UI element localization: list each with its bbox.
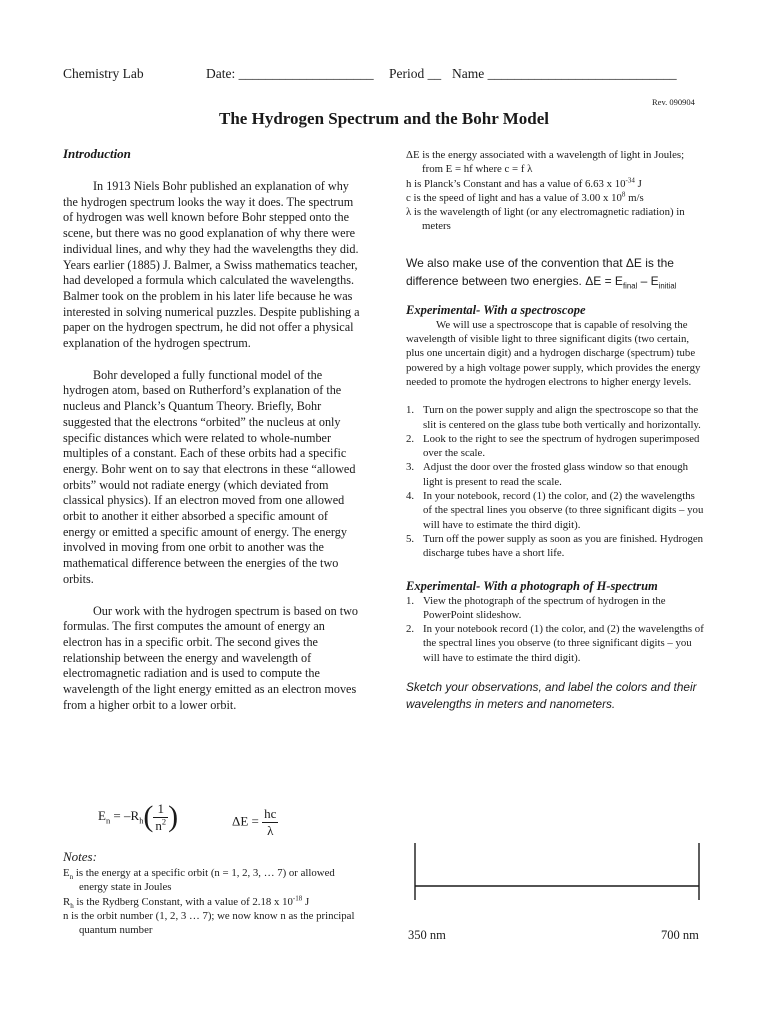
step-text: Adjust the door over the frosted glass window so that enough light is present to read the scale. [423, 461, 689, 488]
exp2-step-1 [406, 594, 706, 623]
left-column [63, 146, 361, 714]
exp1-step-3 [406, 460, 706, 489]
note-rydberg: $R_h$ is the Rydberg Constant, with a value of 2.18 x $10^{-18}$ J [63, 894, 310, 910]
step-number: 2. [406, 623, 415, 636]
planck-note: h is Planck’s Constant and has a value of 6.63 x $10^{-34}$ J [406, 176, 642, 190]
convention-text: We also make use of the convention that ΔE is the difference between two energies. $\Delta E = E_{final} - E_{initial}$ [406, 255, 677, 291]
step-text: Turn on the power supply and align the spectroscope so that the slit is centered on the glass tube both vertically and horizontally. [423, 404, 701, 431]
lambda-note: λ is the wavelength of light (or any electromagnetic radiation) in meters [406, 206, 685, 233]
exp1-step-5 [406, 532, 706, 561]
intro-heading: Introduction [63, 146, 131, 161]
step-number: 3. [406, 461, 415, 474]
exp1-step-2 [406, 432, 706, 461]
delta-e-formula: ΔE = $\frac{hc}{\lambda}$ [232, 806, 277, 838]
step-number: 1. [406, 594, 415, 607]
step-number: 1. [406, 404, 415, 417]
exp2-step-2 [406, 622, 706, 665]
step-number: 2. [406, 432, 415, 445]
lab-label: Chemistry Lab [63, 66, 144, 81]
scale-right-label: 700 nm [661, 928, 699, 942]
step-text: View the photograph of the spectrum of hydrogen in the PowerPoint slideshow. [423, 594, 666, 621]
name-field: Name ____________________________ [452, 66, 677, 81]
period-field: Period __ [389, 66, 442, 81]
wavelength-scale [406, 838, 716, 908]
notes-list [63, 866, 363, 937]
scale-left-label: 350 nm [408, 928, 446, 942]
exp1-heading: Experimental- With a spectroscope [406, 302, 586, 317]
revision-label: Rev. 090904 [652, 97, 695, 107]
delta-e-note: ΔE is the energy associated with a wavelength of light in Joules; from E = hf where c = f λ [406, 149, 685, 176]
notes-heading: Notes: [63, 849, 97, 864]
page-title: The Hydrogen Spectrum and the Bohr Model [219, 109, 549, 128]
exp1-steps [406, 403, 706, 560]
step-text: In your notebook, record (1) the color, and (2) the wavelengths of the spectral lines you observe (to three significant digits – you will have to estimate the third digit). [423, 490, 704, 531]
step-text: Turn off the power supply as soon as you are finished. Hydrogen discharge tubes have a short life. [423, 532, 704, 560]
exp1-step-1 [406, 403, 706, 432]
exp2-heading: Experimental- With a photograph of H-spectrum [406, 578, 658, 593]
energy-formula: $E_n = -R_h$( $\frac{1}{n^2}$ ) [98, 800, 179, 833]
intro-paragraph-3: Our work with the hydrogen spectrum is based on two formulas. The first computes the amount of energy an electron has in a specific orbit. The second gives the relationship between the energy and wavelength of electromagnetic radiation and is used to compute the wavelength of the light energy emitted as an electron moves from a higher orbit to a lower orbit. [63, 603, 359, 712]
exp1-step-4 [406, 489, 706, 532]
step-text: In your notebook record (1) the color, and (2) the wavelengths of the spectral lines you observe (to three significant digits – you will have to estimate the third digit). [423, 623, 704, 664]
exp2-steps [406, 594, 706, 665]
note-energy: $E_n$ is the energy at a specific orbit (n = 1, 2, 3, … 7) or allowed energy state in Joules [63, 867, 335, 894]
step-text: Look to the right to see the spectrum of hydrogen superimposed over the scale. [423, 432, 700, 460]
note-orbit: n is the orbit number (1, 2, 3 … 7); we now know n as the principal quantum number [63, 909, 355, 937]
exp1-intro: We will use a spectroscope that is capable of resolving the wavelength of visible light to three significant digits (two certain, plus one uncertain digit) and a hydrogen discharge (spectrum) tube powered by a high voltage power supply, which provides the energy needed to promote the hydrogen electrons to higher energy levels. [406, 318, 701, 388]
date-field: Date: ____________________ [206, 66, 374, 81]
step-number: 5. [406, 532, 415, 545]
right-column [406, 148, 706, 713]
intro-paragraph-2: Bohr developed a fully functional model of the hydrogen atom, based on Rutherford’s explanation of the nucleus and Planck’s Quantum Theory. Briefly, Bohr suggested that the electrons “orbited” the nucleus at only specific distances which were related to whole-number multiples of a constant. Each of these orbits had a specific energy. Bohr went on to say that electrons in these “allowed orbits” would not radiate energy (which deviated from classical physics). If an electron moved from one allowed orbit to another it either absorbed a specific amount of energy or emitted a specific amount of energy. The energy involved in moving from one orbit to another was the mathematical difference between the energies of the two orbits. [63, 367, 356, 586]
step-number: 4. [406, 490, 415, 503]
speed-light-note: c is the speed of light and has a value of 3.00 x $10^8$ m/s [406, 190, 644, 204]
intro-paragraph-1: In 1913 Niels Bohr published an explanation of why the hydrogen spectrum looks the way it does. The spectrum of hydrogen was well known before Bohr stepped onto the scene, but there was no good explanation of why there were individual lines, and why they had the wavelengths they did. Years earlier (1885) J. Balmer, a Swiss mathematics teacher, had developed a formula which calculated the wavelengths. Balmer took on the problem in his later life because he was interested in solving numerical puzzles. Despite publishing a paper on the hydrogen spectrum, he did not offer a physical explanation of the hydrogen spectrum. [63, 179, 360, 351]
sketch-instruction: Sketch your observations, and label the colors and their wavelengths in meters and nanometers. [406, 680, 697, 712]
